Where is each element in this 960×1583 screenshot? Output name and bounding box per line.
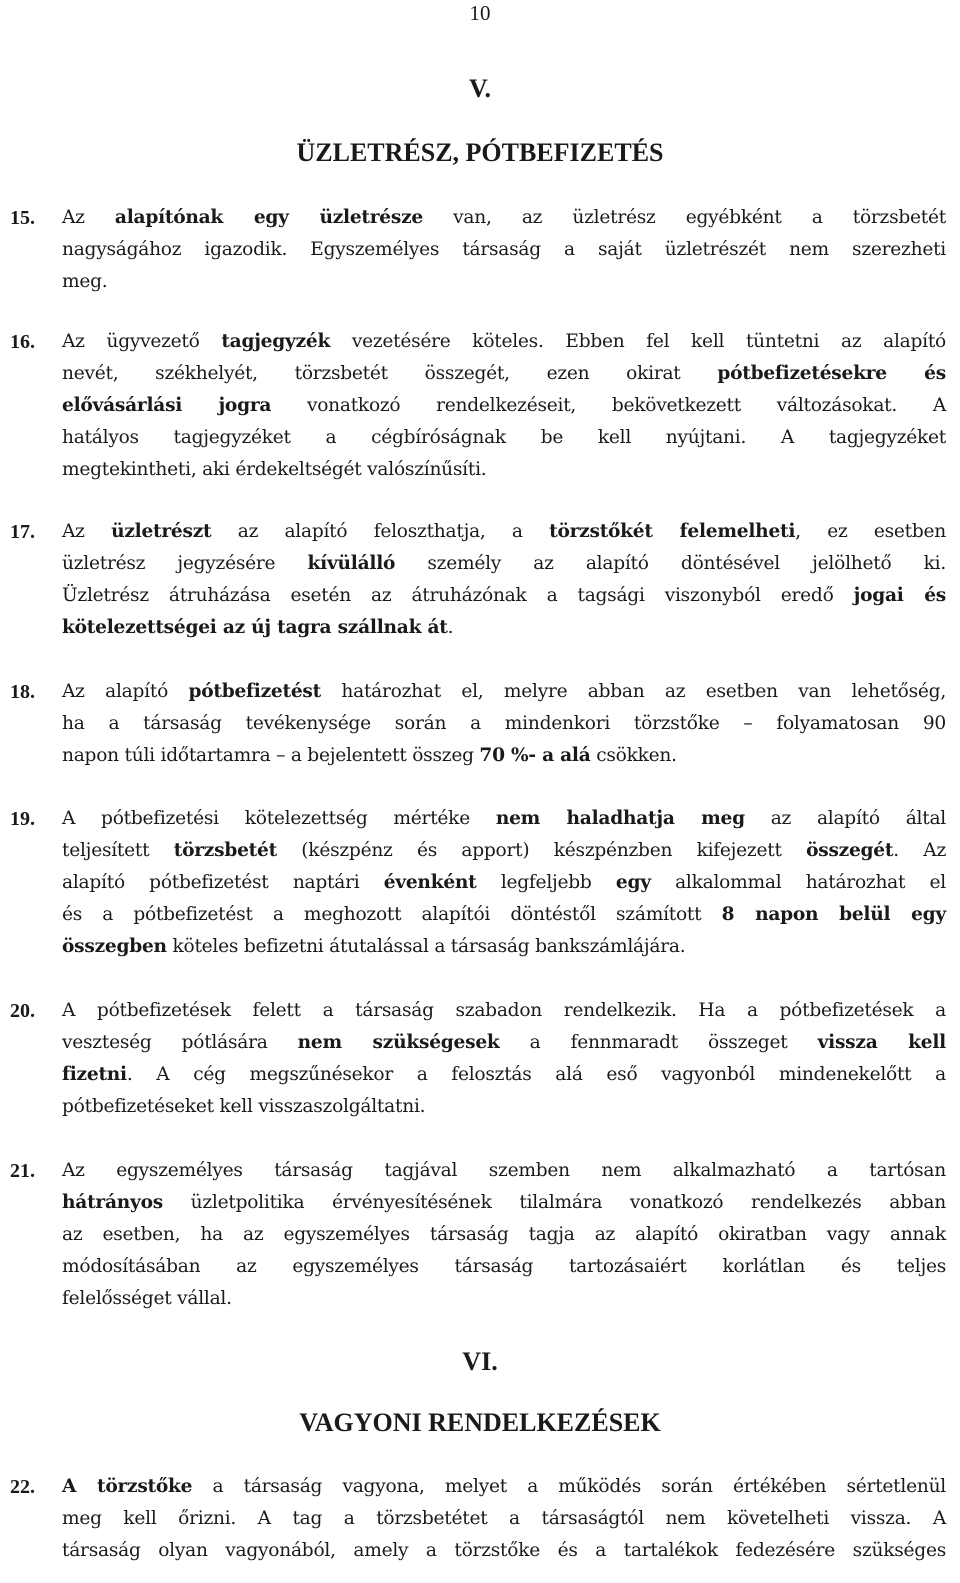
emphasized-text: kívülálló — [307, 553, 396, 574]
paragraph-20 — [10, 995, 946, 1123]
emphasized-text: egy — [615, 872, 651, 893]
text-segment: A pótbefizetési kötelezettség mértéke — [62, 808, 496, 829]
chapter-number: V. — [469, 74, 491, 103]
text-segment: nevét, székhelyét, törzsbetét összegét, ezen okirat — [62, 363, 718, 384]
text-segment: teljesített — [62, 840, 174, 861]
emphasized-text: elővásárlási jogra — [62, 395, 272, 416]
text-line — [62, 1059, 946, 1091]
text-segment: üzletrész jegyzésére — [62, 553, 308, 574]
text-segment: legfeljebb — [476, 872, 616, 893]
text-line — [62, 548, 946, 580]
text-segment: társaság olyan vagyonából, amely a törzstőke és a tartalékok fedezésére szükséges — [62, 1540, 946, 1561]
text-segment: csökken. — [590, 745, 677, 766]
emphasized-text: nem haladhatja meg — [495, 808, 745, 829]
text-segment: ha a társaság tevékenysége során a mindenkori törzstőke – folyamatosan 90 — [62, 713, 946, 734]
paragraph-number: 17. — [10, 521, 35, 543]
text-line — [62, 454, 946, 486]
chapter-title: ÜZLETRÉSZ, PÓTBEFIZETÉS — [296, 138, 664, 167]
text-segment: üzletpolitika érvényesítésének tilalmára vonatkozó rendelkezés abban — [162, 1192, 946, 1213]
paragraph-21 — [10, 1155, 946, 1315]
text-segment: Az alapító — [62, 681, 189, 702]
emphasized-text: tagjegyzék — [221, 331, 331, 352]
text-line — [62, 516, 946, 548]
text-line — [62, 1251, 946, 1283]
text-line — [62, 931, 946, 963]
text-line — [62, 995, 946, 1027]
chapter-title: VAGYONI RENDELKEZÉSEK — [299, 1408, 661, 1437]
text-segment: az alapító által — [744, 808, 946, 829]
paragraph-15 — [10, 202, 946, 298]
emphasized-text: nem szükségesek — [297, 1032, 500, 1053]
text-segment: . — [447, 617, 454, 638]
paragraph-17 — [10, 516, 946, 644]
text-line — [62, 1027, 946, 1059]
text-line — [62, 1535, 946, 1567]
text-line — [62, 234, 946, 266]
emphasized-text: évenként — [383, 872, 477, 893]
text-segment: . Az — [893, 840, 947, 861]
text-segment: van, az üzletrész egyébként a törzsbetét — [423, 207, 946, 228]
text-segment: megtekintheti, aki érdekeltségét valószínűsíti. — [62, 459, 487, 480]
emphasized-text: vissza kell — [817, 1032, 946, 1053]
emphasized-text: törzstőkét felemelheti — [549, 521, 796, 542]
emphasized-text: pótbefizetésekre és — [717, 363, 946, 384]
text-segment: alapító pótbefizetést naptári — [62, 872, 384, 893]
text-line — [62, 676, 946, 708]
text-segment: a társaság vagyona, melyet a működés során értékében sértetlenül — [192, 1476, 946, 1497]
page-number: 10 — [469, 1, 491, 25]
text-line — [62, 1219, 946, 1251]
paragraph-22 — [10, 1471, 946, 1567]
text-segment: hatályos tagjegyzéket a cégbíróságnak be kell nyújtani. A tagjegyzéket — [62, 427, 946, 448]
text-segment: személy az alapító döntésével jelölhető ki. — [395, 553, 946, 574]
text-segment: napon túli időtartamra – a bejelentett összeg — [62, 745, 480, 766]
text-segment: az esetben, ha az egyszemélyes társaság tagja az alapító okiratban vagy annak — [62, 1224, 946, 1245]
text-segment: Az ügyvezető — [62, 331, 222, 352]
text-line — [62, 740, 946, 772]
text-line — [62, 358, 946, 390]
text-segment: határozhat el, melyre abban az esetben van lehetőség, — [320, 681, 946, 702]
emphasized-text: pótbefizetést — [188, 681, 321, 702]
emphasized-text: jogai és — [853, 585, 947, 606]
text-line — [62, 326, 946, 358]
text-segment: Az — [62, 521, 112, 542]
paragraph-number: 18. — [10, 681, 35, 703]
text-line — [62, 1155, 946, 1187]
emphasized-text: összegben — [62, 936, 167, 957]
text-segment: veszteség pótlására — [62, 1032, 298, 1053]
text-line — [62, 803, 946, 835]
text-segment: vonatkozó rendelkezéseit, bekövetkezett változásokat. A — [271, 395, 946, 416]
emphasized-text: összegét — [806, 840, 894, 861]
paragraph-16 — [10, 326, 946, 486]
text-line — [62, 1471, 946, 1503]
text-line — [62, 612, 946, 644]
text-line — [62, 1503, 946, 1535]
text-line — [62, 1187, 946, 1219]
text-segment: az alapító feloszthatja, a — [211, 521, 550, 542]
text-line — [62, 266, 946, 298]
text-segment: Az — [62, 207, 115, 228]
text-line — [62, 708, 946, 740]
emphasized-text: 70 %- a alá — [479, 745, 591, 766]
text-segment: felelősséget vállal. — [62, 1288, 232, 1309]
paragraph-number: 16. — [10, 331, 35, 353]
emphasized-text: 8 napon belül egy — [721, 904, 946, 925]
text-line — [62, 422, 946, 454]
paragraph-number: 19. — [10, 808, 35, 830]
paragraph-number: 20. — [10, 1000, 35, 1022]
text-segment: (készpénz és apport) készpénzben kifejezett — [276, 840, 807, 861]
text-segment: és a pótbefizetést a meghozott alapítói döntéstől számított — [62, 904, 722, 925]
emphasized-text: alapítónak egy üzletrésze — [114, 207, 423, 228]
text-line — [62, 899, 946, 931]
paragraph-number: 22. — [10, 1476, 35, 1498]
text-line — [62, 835, 946, 867]
paragraph-number: 21. — [10, 1160, 35, 1182]
text-line — [62, 202, 946, 234]
text-segment: . A cég megszűnésekor a felosztás alá eső vagyonból mindenekelőtt a — [126, 1064, 946, 1085]
text-line — [62, 867, 946, 899]
text-segment: Az egyszemélyes társaság tagjával szemben nem alkalmazható a tartósan — [62, 1160, 946, 1181]
text-segment: meg. — [62, 271, 108, 292]
text-line — [62, 390, 946, 422]
paragraph-19 — [10, 803, 946, 963]
emphasized-text: hátrányos — [62, 1192, 163, 1213]
paragraph-18 — [10, 676, 946, 772]
emphasized-text: üzletrészt — [111, 521, 212, 542]
text-segment: vezetésére köteles. Ebben fel kell tüntetni az alapító — [330, 331, 946, 352]
text-segment: alkalommal határozhat el — [650, 872, 946, 893]
text-segment: , ez esetben — [795, 521, 946, 542]
text-segment: a fennmaradt összeget — [499, 1032, 818, 1053]
text-line — [62, 1283, 946, 1315]
emphasized-text: fizetni — [62, 1064, 127, 1085]
text-segment: Üzletrész átruházása esetén az átruházónak a tagsági viszonyból eredő — [62, 585, 854, 606]
text-segment: pótbefizetéseket kell visszaszolgáltatni. — [62, 1096, 426, 1117]
text-segment: meg kell őrizni. A tag a törzsbetétet a társaságtól nem követelheti vissza. A — [62, 1508, 946, 1529]
text-segment: módosításában az egyszemélyes társaság tartozásaiért korlátlan és teljes — [62, 1256, 946, 1277]
chapter-number: VI. — [462, 1347, 498, 1376]
emphasized-text: törzsbetét — [173, 840, 277, 861]
text-segment: nagyságához igazodik. Egyszemélyes társaság a saját üzletrészét nem szerezheti — [62, 239, 946, 260]
emphasized-text: A törzstőke — [62, 1476, 193, 1497]
text-segment: köteles befizetni átutalással a társaság bankszámlájára. — [166, 936, 686, 957]
text-segment: A pótbefizetések felett a társaság szabadon rendelkezik. Ha a pótbefizetések a — [62, 1000, 946, 1021]
text-line — [62, 1091, 946, 1123]
text-line — [62, 580, 946, 612]
emphasized-text: kötelezettségei az új tagra szállnak át — [62, 617, 448, 638]
paragraph-number: 15. — [10, 207, 35, 229]
